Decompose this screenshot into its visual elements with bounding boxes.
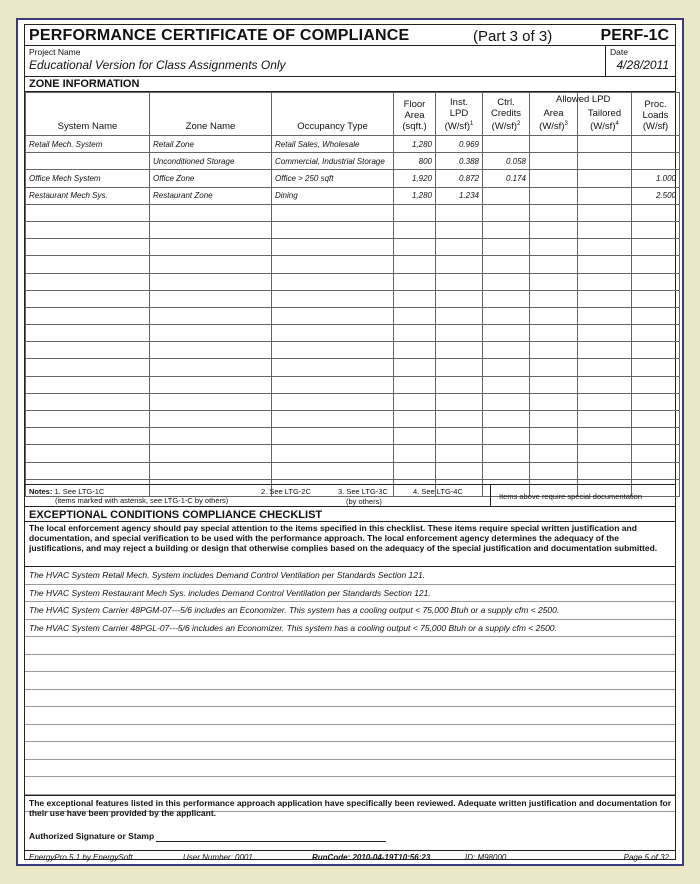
zone-cell-empty [436, 273, 483, 290]
zone-cell-empty [632, 273, 680, 290]
note-3b: (by others) [346, 497, 382, 506]
zone-cell-empty [26, 428, 150, 445]
zone-row-empty [26, 273, 680, 290]
zone-cell-empty [436, 239, 483, 256]
zone-cell-empty [530, 411, 578, 428]
note-1b: (items marked with asterisk, see LTG-1-C by others) [55, 496, 229, 505]
zone-cell-empty [150, 462, 272, 479]
part-indicator: (Part 3 of 3) [473, 28, 553, 45]
divider [25, 45, 675, 46]
zone-cell-empty [483, 204, 530, 221]
zone-cell-empty [394, 273, 436, 290]
zone-cell-empty [578, 239, 632, 256]
zone-row-empty [26, 445, 680, 462]
zone-cell-empty [394, 428, 436, 445]
zone-cell-empty [272, 445, 394, 462]
zone-cell-empty [26, 359, 150, 376]
zone-row-empty [26, 376, 680, 393]
zone-cell-empty [272, 428, 394, 445]
zone-cell-floor: 1,280 [394, 187, 436, 204]
exceptional-intro: The local enforcement agency should pay special attention to the items specified in this checklist. These items require special written justification and documentation, and special verification to be used with the performance approach. The local enforcement agency determines the adequacy of the justifications, and may reject a building or design that otherwise complies based on the adequacy of the special justification and documentation submitted. [29, 523, 658, 553]
zone-information-title: ZONE INFORMATION [29, 78, 140, 90]
zone-cell-empty [530, 325, 578, 342]
allowed-lpd-header: Allowed LPD [556, 94, 611, 105]
zone-cell-empty [632, 204, 680, 221]
zone-cell-empty [530, 462, 578, 479]
date-label: Date [610, 47, 628, 57]
footer-runcode: RunCode: 2010-04-19T10:56:23 [312, 853, 431, 862]
zone-row-empty [26, 342, 680, 359]
note-4: 4. See LTG-4C [413, 487, 463, 496]
zone-cell-empty [483, 325, 530, 342]
zone-cell-empty [632, 221, 680, 238]
zone-cell-empty [150, 256, 272, 273]
zone-cell-empty [632, 307, 680, 324]
zone-cell-empty [483, 359, 530, 376]
zone-cell-empty [632, 393, 680, 410]
zone-cell-empty [394, 204, 436, 221]
zone-cell-empty [150, 411, 272, 428]
zone-cell-empty [632, 411, 680, 428]
col-allowed-tailored: Tailored $(W/sf)^4$ [578, 93, 632, 136]
divider [25, 76, 675, 77]
zone-cell-empty [530, 290, 578, 307]
zone-cell-proc [632, 153, 680, 170]
zone-row-empty [26, 221, 680, 238]
zone-cell-empty [26, 325, 150, 342]
zone-cell-empty [530, 256, 578, 273]
zone-cell-empty [436, 376, 483, 393]
zone-cell-empty [530, 342, 578, 359]
zone-cell-empty [530, 221, 578, 238]
zone-row-empty [26, 256, 680, 273]
zone-cell-empty [578, 204, 632, 221]
zone-cell-empty [632, 239, 680, 256]
zone-cell-empty [26, 239, 150, 256]
zone-cell-occupancy: Office > 250 sqft [272, 170, 394, 187]
zone-cell-credits [483, 187, 530, 204]
zone-cell-empty [530, 445, 578, 462]
zone-cell-empty [26, 411, 150, 428]
zone-cell-zone: Unconditioned Storage [150, 153, 272, 170]
zone-cell-empty [26, 204, 150, 221]
zone-cell-empty [436, 256, 483, 273]
form-id: PERF-1C [600, 27, 669, 44]
exceptional-conditions-title: EXCEPTIONAL CONDITIONS COMPLIANCE CHECKLIST [29, 509, 323, 521]
zone-row-empty [26, 393, 680, 410]
zone-cell-empty [150, 273, 272, 290]
zone-cell-empty [150, 376, 272, 393]
zone-table [25, 92, 680, 497]
zone-cell-empty [272, 393, 394, 410]
zone-cell-zone: Retail Zone [150, 136, 272, 153]
zone-cell-empty [272, 325, 394, 342]
zone-cell-floor: 800 [394, 153, 436, 170]
zone-cell-empty [436, 428, 483, 445]
zone-row-empty [26, 290, 680, 307]
zone-cell-empty [272, 290, 394, 307]
zone-cell-empty [483, 273, 530, 290]
divider [25, 795, 675, 796]
zone-cell-zone: Restaurant Zone [150, 187, 272, 204]
zone-cell-tailored [578, 153, 632, 170]
zone-cell-lpd: 1.234 [436, 187, 483, 204]
signature-label: Authorized Signature or Stamp [29, 831, 155, 841]
zone-cell-empty [436, 462, 483, 479]
zone-cell-area [530, 170, 578, 187]
checklist-item: The HVAC System Restaurant Mech Sys. includes Demand Control Ventilation per Standards Section 121. [25, 585, 675, 603]
zone-cell-empty [578, 376, 632, 393]
zone-cell-empty [483, 239, 530, 256]
zone-cell-empty [578, 411, 632, 428]
zone-cell-empty [578, 273, 632, 290]
zone-cell-credits: 0.058 [483, 153, 530, 170]
zone-row-empty [26, 462, 680, 479]
footer-id: ID: M98000 [465, 853, 507, 862]
checklist-item-empty [25, 725, 675, 743]
zone-cell-empty [578, 428, 632, 445]
zone-cell-empty [272, 273, 394, 290]
zone-cell-empty [394, 256, 436, 273]
zone-cell-empty [150, 445, 272, 462]
zone-cell-empty [394, 342, 436, 359]
zone-cell-empty [530, 428, 578, 445]
zone-cell-tailored [578, 136, 632, 153]
zone-cell-empty [483, 428, 530, 445]
zone-cell-floor: 1,920 [394, 170, 436, 187]
zone-cell-empty [436, 342, 483, 359]
zone-cell-empty [272, 342, 394, 359]
zone-cell-empty [578, 359, 632, 376]
zone-cell-empty [483, 342, 530, 359]
col-zone-name: Zone Name [150, 93, 272, 136]
signature-line[interactable] [156, 841, 386, 842]
zone-cell-empty [150, 307, 272, 324]
checklist-item: The HVAC System Carrier 48PGL-07---5/6 includes an Economizer. This system has a cooling output < 75,000 Btuh or a supply cfm < 2500. [25, 620, 675, 638]
zone-cell-proc [632, 136, 680, 153]
zone-cell-tailored [578, 187, 632, 204]
zone-cell-empty [483, 376, 530, 393]
special-doc-note: Items above require special documentation [499, 492, 642, 501]
divider [490, 484, 491, 506]
zone-cell-empty [578, 342, 632, 359]
footer-user-number: User Number: 0001 [183, 853, 253, 862]
zone-cell-empty [150, 325, 272, 342]
zone-cell-system: Restaurant Mech Sys. [26, 187, 150, 204]
zone-cell-empty [272, 462, 394, 479]
checklist-item-empty [25, 742, 675, 760]
zone-cell-empty [26, 290, 150, 307]
notes-label: Notes: [29, 487, 53, 496]
review-statement: The exceptional features listed in this performance approach application have specifically been reviewed. Adequate written justification and documentation for their use have been provided by the applicant. [29, 798, 672, 818]
col-ctrl-credits: Ctrl. Credits $(W/sf)^2$ [483, 93, 530, 136]
zone-cell-zone: Office Zone [150, 170, 272, 187]
zone-cell-empty [394, 445, 436, 462]
zone-cell-empty [483, 462, 530, 479]
zone-cell-empty [26, 273, 150, 290]
zone-cell-empty [632, 359, 680, 376]
divider [605, 45, 606, 76]
footer-software: EnergyPro 5.1 by EnergySoft [29, 853, 133, 862]
divider [25, 521, 675, 522]
form-title: PERFORMANCE CERTIFICATE OF COMPLIANCE [29, 27, 410, 44]
zone-cell-tailored [578, 170, 632, 187]
zone-cell-empty [483, 393, 530, 410]
zone-cell-empty [394, 376, 436, 393]
zone-cell-empty [632, 462, 680, 479]
zone-row-empty [26, 325, 680, 342]
zone-cell-empty [578, 221, 632, 238]
zone-cell-empty [483, 290, 530, 307]
zone-cell-empty [272, 376, 394, 393]
zone-cell-empty [578, 290, 632, 307]
divider [25, 484, 675, 485]
divider [25, 506, 675, 507]
note-1: 1. See LTG-1C [54, 487, 105, 496]
zone-cell-empty [632, 325, 680, 342]
col-allowed-area: Area $(W/sf)^3$ [530, 93, 578, 136]
zone-cell-empty [272, 359, 394, 376]
checklist-item: The HVAC System Retail Mech. System includes Demand Control Ventilation per Standards Section 121. [25, 567, 675, 585]
zone-cell-empty [632, 428, 680, 445]
zone-cell-empty [394, 393, 436, 410]
zone-cell-empty [150, 221, 272, 238]
zone-cell-empty [394, 325, 436, 342]
zone-cell-empty [150, 393, 272, 410]
zone-notes [29, 487, 228, 505]
zone-cell-empty [530, 307, 578, 324]
checklist-item-empty [25, 707, 675, 725]
checklist-item-empty [25, 637, 675, 655]
zone-row [26, 187, 680, 204]
zone-cell-empty [26, 445, 150, 462]
col-proc-loads: Proc. Loads (W/sf) [632, 93, 680, 136]
zone-cell-empty [394, 462, 436, 479]
zone-cell-empty [26, 376, 150, 393]
zone-cell-empty [272, 256, 394, 273]
zone-cell-empty [530, 204, 578, 221]
zone-row-empty [26, 307, 680, 324]
zone-cell-empty [578, 307, 632, 324]
zone-cell-empty [632, 342, 680, 359]
zone-cell-empty [26, 221, 150, 238]
zone-cell-empty [272, 221, 394, 238]
zone-cell-empty [530, 376, 578, 393]
zone-cell-empty [436, 290, 483, 307]
zone-cell-empty [483, 307, 530, 324]
zone-cell-occupancy: Commercial, Industrial Storage [272, 153, 394, 170]
zone-cell-empty [578, 462, 632, 479]
zone-cell-empty [530, 359, 578, 376]
zone-row [26, 153, 680, 170]
zone-cell-empty [150, 342, 272, 359]
checklist-item-empty [25, 655, 675, 673]
zone-row [26, 136, 680, 153]
zone-cell-empty [483, 256, 530, 273]
col-occupancy-type: Occupancy Type [272, 93, 394, 136]
zone-cell-empty [578, 256, 632, 273]
zone-cell-empty [26, 256, 150, 273]
zone-cell-system: Office Mech System [26, 170, 150, 187]
checklist-item-empty [25, 672, 675, 690]
zone-cell-empty [272, 411, 394, 428]
zone-cell-area [530, 187, 578, 204]
zone-cell-empty [394, 411, 436, 428]
note-3: 3. See LTG-3C [338, 487, 388, 496]
zone-cell-empty [26, 462, 150, 479]
footer-page-number: Page 5 of 32 [623, 853, 669, 862]
col-system-name: System Name [26, 93, 150, 136]
zone-cell-empty [150, 290, 272, 307]
zone-cell-empty [394, 359, 436, 376]
zone-cell-empty [632, 290, 680, 307]
zone-cell-lpd: 0.872 [436, 170, 483, 187]
zone-cell-empty [150, 428, 272, 445]
zone-row-empty [26, 411, 680, 428]
zone-cell-area [530, 153, 578, 170]
zone-cell-empty [394, 290, 436, 307]
zone-cell-proc: 1.000 [632, 170, 680, 187]
project-name-label: Project Name [29, 47, 81, 57]
zone-cell-empty [483, 221, 530, 238]
zone-cell-empty [150, 239, 272, 256]
zone-cell-empty [530, 273, 578, 290]
zone-cell-empty [436, 325, 483, 342]
zone-cell-empty [436, 411, 483, 428]
zone-cell-empty [483, 411, 530, 428]
zone-cell-empty [436, 393, 483, 410]
zone-cell-credits [483, 136, 530, 153]
zone-cell-system: Retail Mech. System [26, 136, 150, 153]
zone-cell-empty [150, 359, 272, 376]
zone-cell-empty [530, 239, 578, 256]
zone-cell-empty [632, 376, 680, 393]
checklist-item: The HVAC System Carrier 48PGM-07---5/6 includes an Economizer. This system has a cooling output < 75,000 Btuh or a supply cfm < 2500. [25, 602, 675, 620]
zone-cell-empty [436, 445, 483, 462]
checklist-items [25, 567, 675, 812]
zone-cell-empty [272, 307, 394, 324]
zone-cell-empty [150, 204, 272, 221]
zone-cell-empty [530, 393, 578, 410]
zone-cell-empty [394, 307, 436, 324]
form-frame [24, 24, 676, 860]
zone-cell-empty [578, 445, 632, 462]
zone-cell-empty [578, 393, 632, 410]
zone-cell-proc: 2.500 [632, 187, 680, 204]
checklist-item-empty [25, 690, 675, 708]
zone-cell-empty [632, 445, 680, 462]
project-name-value: Educational Version for Class Assignments Only [29, 58, 286, 72]
zone-row [26, 170, 680, 187]
checklist-item-empty [25, 760, 675, 778]
zone-cell-empty [436, 221, 483, 238]
zone-cell-credits: 0.174 [483, 170, 530, 187]
zone-row-empty [26, 239, 680, 256]
col-floor-area: Floor Area (sqft.) [394, 93, 436, 136]
zone-row-empty [26, 428, 680, 445]
zone-row-empty [26, 204, 680, 221]
zone-cell-occupancy: Retail Sales, Wholesale [272, 136, 394, 153]
zone-cell-empty [272, 204, 394, 221]
certificate-page [16, 18, 684, 866]
checklist-item-empty [25, 777, 675, 795]
zone-cell-empty [632, 256, 680, 273]
zone-cell-floor: 1,280 [394, 136, 436, 153]
date-value: 4/28/2011 [616, 58, 669, 72]
zone-cell-area [530, 136, 578, 153]
zone-cell-empty [578, 325, 632, 342]
zone-cell-empty [26, 342, 150, 359]
note-2: 2. See LTG-2C [261, 487, 311, 496]
col-inst-lpd: Inst. LPD $(W/sf)^1$ [436, 93, 483, 136]
zone-cell-system [26, 153, 150, 170]
zone-cell-empty [26, 393, 150, 410]
zone-cell-occupancy: Dining [272, 187, 394, 204]
page-footer [25, 851, 675, 865]
zone-row-empty [26, 359, 680, 376]
zone-cell-empty [394, 239, 436, 256]
zone-cell-empty [26, 307, 150, 324]
zone-cell-empty [272, 239, 394, 256]
zone-cell-empty [436, 359, 483, 376]
zone-cell-empty [436, 204, 483, 221]
zone-cell-lpd: 0.388 [436, 153, 483, 170]
zone-cell-lpd: 0.969 [436, 136, 483, 153]
zone-cell-empty [394, 221, 436, 238]
zone-cell-empty [436, 307, 483, 324]
zone-cell-empty [483, 445, 530, 462]
